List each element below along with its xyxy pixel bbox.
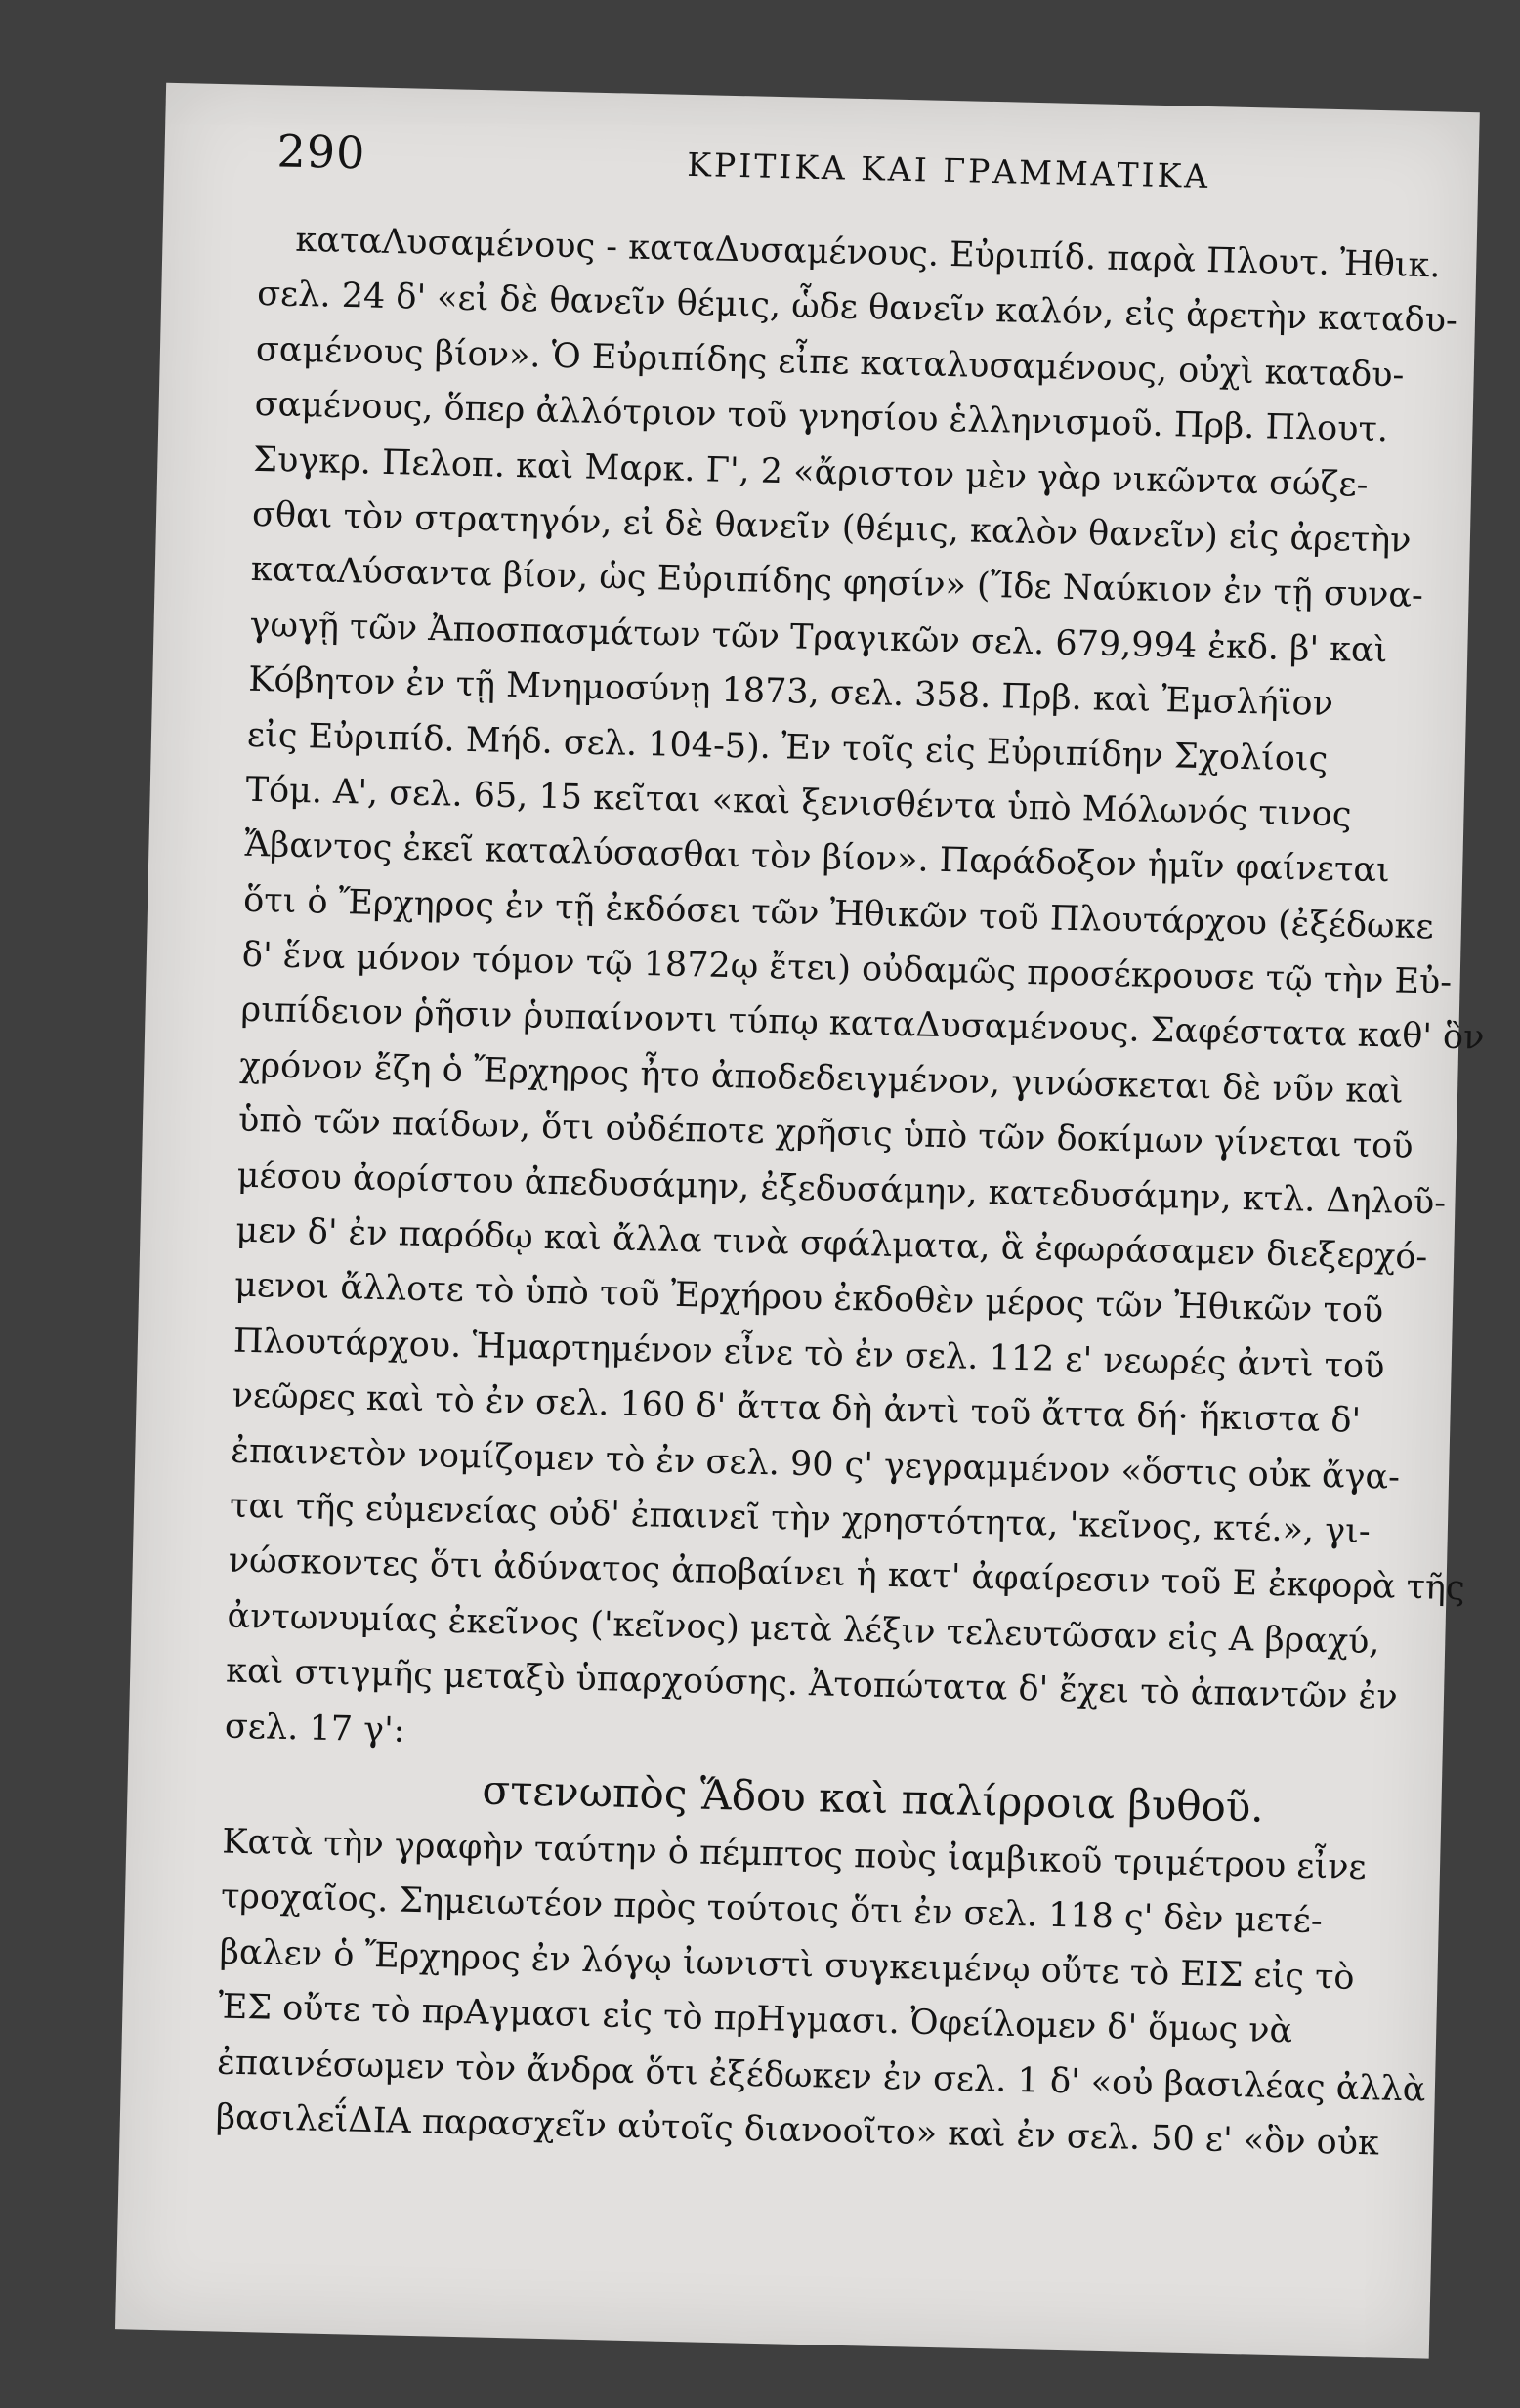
text-line: βασιλεΐΔΙΑ παρασχεῖν αὐτοῖς διανοοῖτο» καὶ ἐν σελ. 50 ε' «ὃν οὐκ <box>215 2097 1380 2164</box>
text-line: ἀντωνυμίας ἐκεῖνος ('κεῖνος) μετὰ λέξιν τελευτῶσαν εἰς Α βραχύ, <box>227 1596 1380 1663</box>
text-line: σελ. 17 γ': <box>224 1707 405 1751</box>
text-line: ριπίδειον ῥῆσιν ῥυπαίνοντι τύπῳ καταΔυσαμένους. Σαφέστατα καθ' ὃν <box>240 991 1485 1059</box>
text-line: νώσκοντες ὅτι ἀδύνατος ἀποβαίνει ἡ κατ' ἀφαίρεσιν τοῦ Ε ἐκφορὰ τῆς <box>228 1541 1466 1609</box>
text-line: Τόμ. Α', σελ. 65, 15 κεῖται «καὶ ξενισθέντα ὑπὸ Μόλωνός τινος <box>245 770 1352 835</box>
text-line: ται τῆς εὐμενείας οὐδ' ἐπαινεῖ τὴν χρηστότητα, 'κεῖνος, κτέ.», γι- <box>229 1486 1372 1552</box>
book-page <box>115 83 1485 2359</box>
text-line: δ' ἕνα μόνον τόμον τῷ 1872ῳ ἔτει) οὐδαμῶς προσέκρουσε τῷ τὴν Εὐ- <box>241 935 1453 1002</box>
text-line: Κόβητον ἐν τῇ Μνημοσύνῃ 1873, σελ. 358. Πρβ. καὶ Ἐμσλήϊον <box>247 659 1334 725</box>
text-line: ἐπαινέσωμεν τὸν ἄνδρα ὅτι ἐξέδωκεν ἐν σελ. 1 δ' «οὐ βασιλέας ἀλλὰ <box>216 2042 1426 2110</box>
text-line: βαλεν ὁ Ἔρχηρος ἐν λόγῳ ἰωνιστὶ συγκειμένῳ οὔτε τὸ ΕΙΣ εἰς τὸ <box>219 1932 1355 1998</box>
text-line: μέσου ἀορίστου ἀπεδυσάμην, ἐξεδυσάμην, κατεδυσάμην, κτλ. Δηλοῦ- <box>236 1156 1447 1223</box>
text-line: μεν δ' ἐν παρόδῳ καὶ ἄλλα τινὰ σφάλματα, ἃ ἐφωράσαμεν διεξερχό- <box>235 1210 1428 1278</box>
text-line: καὶ στιγμῆς μεταξὺ ὑπαρχούσης. Ἀτοπώτατα δ' ἔχει τὸ ἀπαντῶν ἐν <box>225 1651 1399 1717</box>
text-line: καταΛύσαντα βίον, ὡς Εὐριπίδης φησίν» (Ἴδε Ναύκιον ἐν τῇ συνα- <box>250 550 1424 616</box>
text-line: τροχαῖος. Σημειωτέον πρὸς τούτοις ὅτι ἐν σελ. 118 ς' δὲν μετέ- <box>220 1877 1324 1942</box>
running-head: ΚΡΙΤΙΚΑ ΚΑΙ ΓΡΑΜΜΑΤΙΚΑ <box>686 145 1211 196</box>
text-line: Κατὰ τὴν γραφὴν ταύτην ὁ πέμπτος ποὺς ἰαμβικοῦ τριμέτρου εἶνε <box>221 1822 1368 1888</box>
text-line: σαμένους βίον». Ὁ Εὐριπίδης εἶπε καταλυσαμένους, οὐχὶ καταδυ- <box>255 329 1405 396</box>
text-line: ὑπὸ τῶν παίδων, ὅτι οὐδέποτε χρῆσις ὑπὸ τῶν δοκίμων γίνεται τοῦ <box>237 1100 1414 1167</box>
text-line: χρόνον ἔζη ὁ Ἔρχηρος ἦτο ἀποδεδειγμένον, γινώσκεται δὲ νῦν καὶ <box>238 1045 1405 1112</box>
text-line: Πλουτάρχου. Ἡμαρτημένον εἶνε τὸ ἐν σελ. 112 ε' νεωρές ἀντὶ τοῦ <box>232 1321 1385 1387</box>
text-line: ὅτι ὁ Ἔρχηρος ἐν τῇ ἐκδόσει τῶν Ἠθικῶν τοῦ Πλουτάρχου (ἐξέδωκε <box>242 880 1435 948</box>
text-line: νεῶρες καὶ τὸ ἐν σελ. 160 δ' ἄττα δὴ ἀντὶ τοῦ ἄττα δή· ἥκιστα δ' <box>232 1375 1362 1442</box>
text-line: ἐπαινετὸν νομίζομεν τὸ ἐν σελ. 90 ς' γεγραμμένον «ὅστις οὐκ ἄγα- <box>230 1431 1401 1498</box>
page-body <box>215 212 1485 2173</box>
text-line: Ἄβαντος ἐκεῖ καταλύσασθαι τὸν βίον». Παράδοξον ἡμῖν φαίνεται <box>244 825 1391 891</box>
text-line: σθαι τὸν στρατηγόν, εἰ δὲ θανεῖν (θέμις, καλὸν θανεῖν) εἰς ἀρετὴν <box>251 494 1412 561</box>
text-line: καταΛυσαμένους - καταΔυσαμένους. Εὐριπίδ. παρὰ Πλουτ. Ἠθικ. <box>295 220 1441 286</box>
text-line: εἰς Εὐριπίδ. Μήδ. σελ. 104-5). Ἐν τοῖς εἰς Εὐριπίδην Σχολίοις <box>246 715 1329 780</box>
text-line: γωγῇ τῶν Ἀποσπασμάτων τῶν Τραγικῶν σελ. 679,994 ἐκδ. β' καὶ <box>249 605 1388 670</box>
text-line: σαμένους, ὅπερ ἀλλότριον τοῦ γνησίου ἑλληνισμοῦ. Πρβ. Πλουτ. <box>254 385 1389 450</box>
text-line: Συγκρ. Πελοπ. καὶ Μαρκ. Γ', 2 «ἄριστον μὲν γὰρ νικῶντα σώζε- <box>252 440 1369 505</box>
text-line: ἘΣ οὔτε τὸ πρΑγμασι εἰς τὸ πρΗγμασι. Ὀφείλομεν δ' ὅμως νὰ <box>218 1987 1293 2051</box>
verse-quotation: στενωπὸς Ἅδου καὶ παλίρροια βυθοῦ. <box>482 1765 1265 1832</box>
page-number: 290 <box>276 124 367 180</box>
text-line: σελ. 24 δ' «εἰ δὲ θανεῖν θέμις, ὧδε θανεῖν καλόν, εἰς ἀρετὴν καταδυ- <box>256 275 1458 342</box>
text-line: μενοι ἄλλοτε τὸ ὑπὸ τοῦ Ἐρχήρου ἐκδοθὲν μέρος τῶν Ἠθικῶν τοῦ <box>233 1266 1384 1331</box>
